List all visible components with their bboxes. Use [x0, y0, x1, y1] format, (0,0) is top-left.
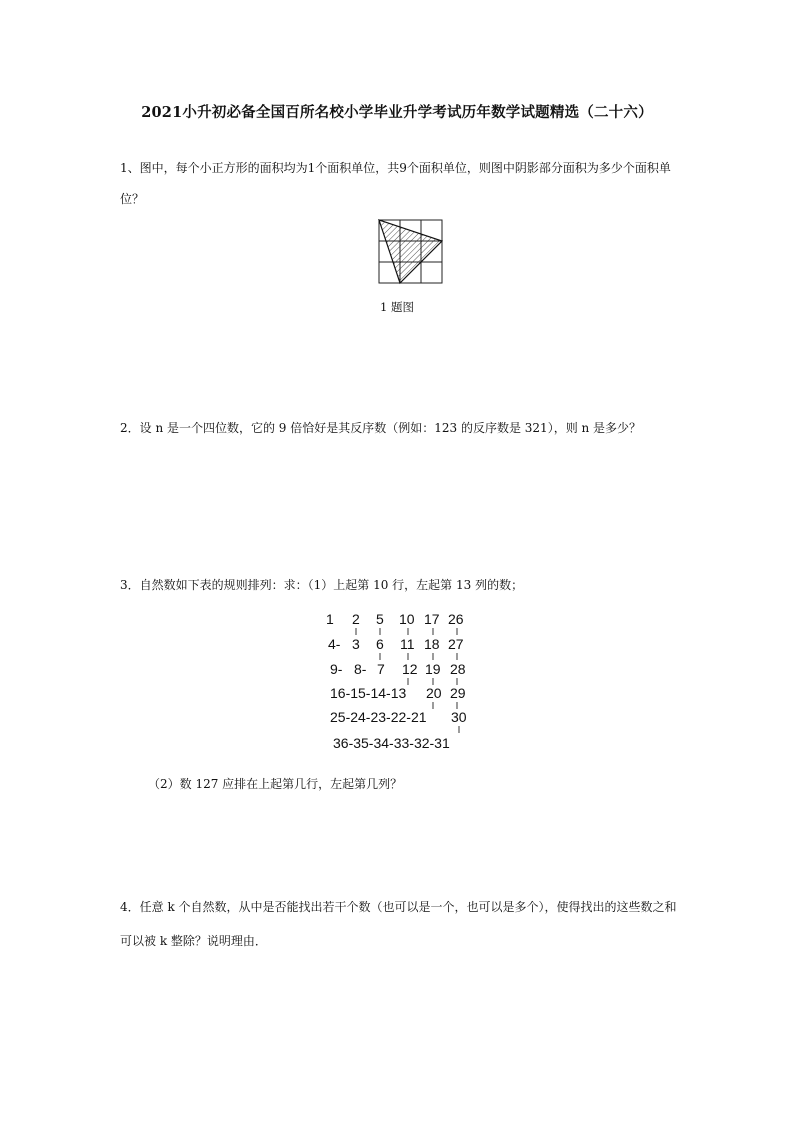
cell: 6: [376, 636, 384, 652]
shaded-triangle: [379, 220, 442, 283]
cell: 26: [448, 611, 464, 627]
cell: 27: [448, 636, 464, 652]
question-1-line-2: 位？: [120, 192, 145, 206]
cell: 29: [450, 685, 466, 701]
cell: 30: [451, 709, 467, 725]
cell: 5: [376, 611, 384, 627]
question-2: 2．设 n 是一个四位数，它的 9 倍恰好是其反序数（例如：123 的反序数是 321），则 n 是多少？: [120, 421, 642, 435]
grid-figure: [377, 218, 445, 286]
number-array: [316, 608, 486, 754]
page-title: 2021小升初必备全国百所名校小学毕业升学考试历年数学试题精选（二十六）: [141, 104, 653, 121]
cell: 25-24-23-22-21: [330, 709, 427, 725]
cell: 36-35-34-33-32-31: [333, 735, 450, 751]
cell: 9-: [330, 661, 343, 677]
cell: 7: [377, 661, 385, 677]
cell: 2: [352, 611, 360, 627]
figure-caption: 1 题图: [380, 300, 414, 314]
cell: 17: [424, 611, 440, 627]
cell: 20: [426, 685, 442, 701]
cell: 1: [326, 611, 334, 627]
question-3-part-2: （2）数 127 应排在上起第几行，左起第几列？: [148, 777, 403, 791]
cell: 4-: [328, 636, 341, 652]
question-4-line-1: 4．任意 k 个自然数，从中是否能找出若干个数（也可以是一个，也可以是多个），使得找出的这些数之和: [120, 900, 677, 914]
cell: 3: [352, 636, 360, 652]
cell: 18: [424, 636, 440, 652]
cell: 12: [402, 661, 418, 677]
cell: 8-: [354, 661, 367, 677]
question-4-line-2: 可以被 k 整除？说明理由．: [120, 934, 267, 948]
question-1-line-1: 1、图中，每个小正方形的面积均为1个面积单位，共9个面积单位，则图中阴影部分面积为多少个面积单: [120, 161, 671, 175]
cell: 11: [400, 636, 415, 652]
question-3: 3．自然数如下表的规则排列：求：（1）上起第 10 行，左起第 13 列的数；: [120, 578, 524, 592]
cell: 19: [425, 661, 441, 677]
cell: 28: [450, 661, 466, 677]
cell: 10: [399, 611, 415, 627]
cell: 16-15-14-13: [330, 685, 407, 701]
